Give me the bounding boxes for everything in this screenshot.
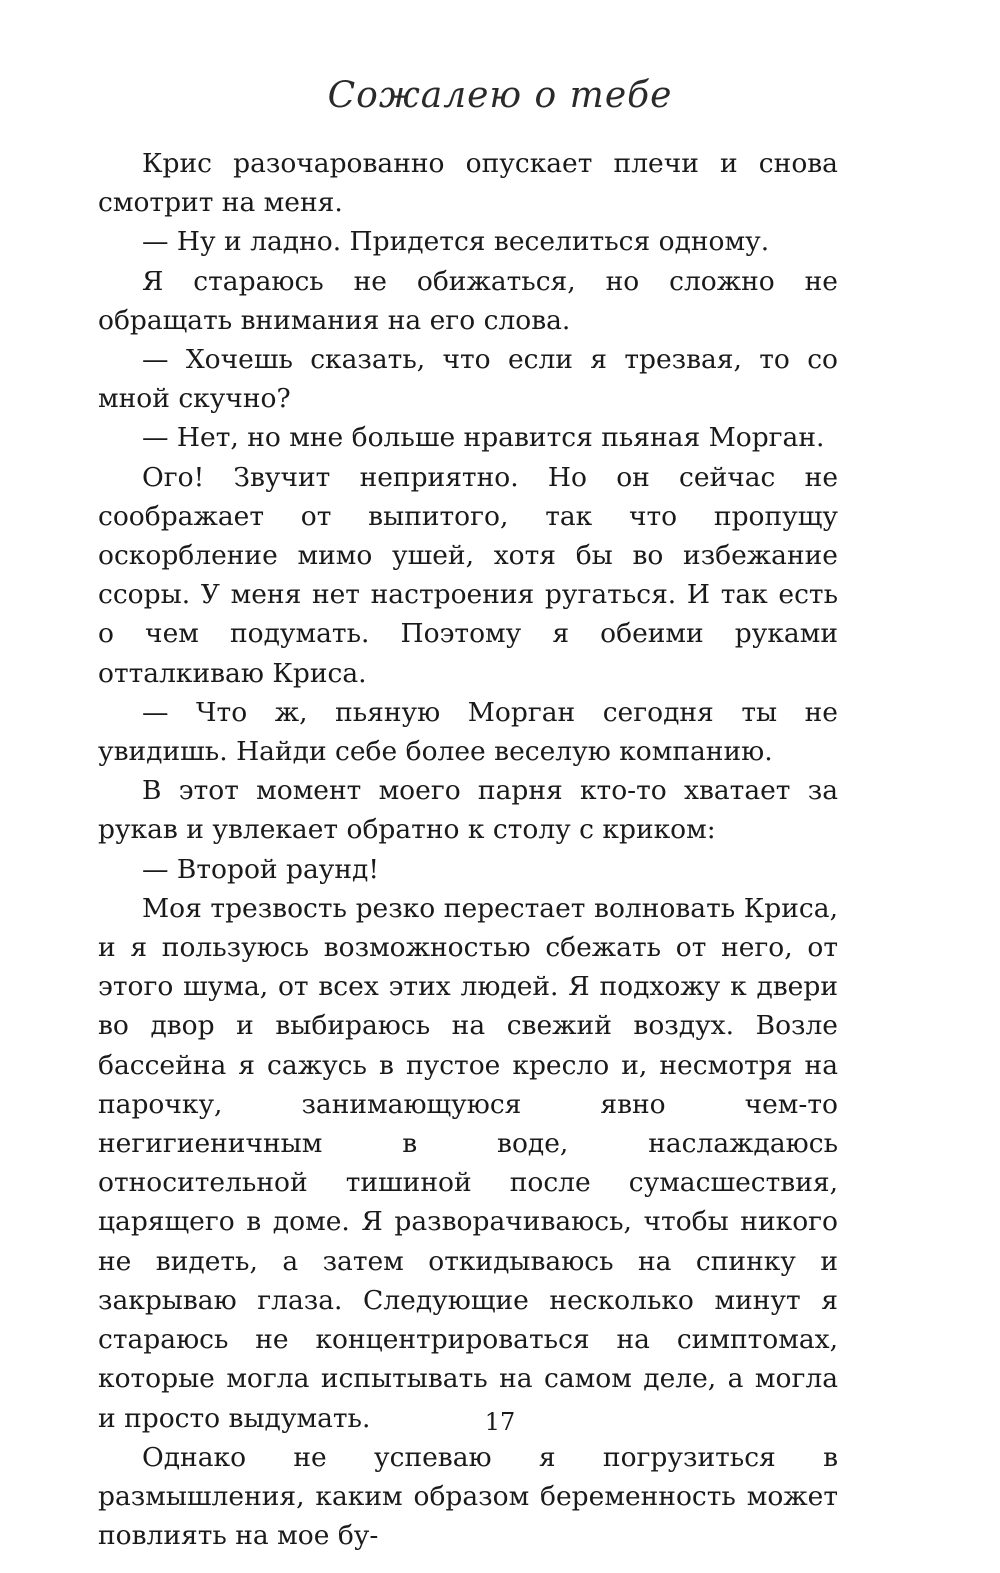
paragraph: Моя трезвость резко перестает волновать Криса, и я пользуюсь возможностью сбежать от него, от этого шума, от всех этих людей. Я подхожу к двери во двор и выбираюсь на свежий воздух. Возле бассейна я сажусь в пустое кресло и, несмотря на парочку, занимающуюся явно чем-то негигиеничным в воде, наслаждаюсь относительной тишиной после сумасшествия, царящего в доме. Я разворачиваюсь, чтобы никого не видеть, а затем откидываюсь на спинку и закрываю глаза. Следующие несколько минут я стараюсь не концентрироваться на симптомах, которые могла испытывать на самом деле, а могла и просто выдумать. (98, 892, 838, 1434)
paragraph: — Хочешь сказать, что если я трезвая, то со мной скучно? (98, 344, 838, 415)
body-text (98, 144, 838, 1555)
paragraph: Однако не успеваю я погрузиться в размышления, каким образом беременность может повлиять на мое бу- (98, 1441, 838, 1552)
page-number: 17 (484, 1408, 516, 1436)
paragraph: — Что ж, пьяную Морган сегодня ты не увидишь. Найди себе более веселую компанию. (98, 696, 838, 768)
paragraph: — Ну и ладно. Придется веселиться одному. (142, 226, 770, 258)
paragraph: Ого! Звучит неприятно. Но он сейчас не соображает от выпитого, так что пропущу оскорбление мимо ушей, хотя бы во избежание ссоры. У меня нет настроения ругаться. И так есть о чем подумать. Поэтому я обеими руками отталкиваю Криса. (98, 461, 838, 689)
paragraph: Крис разочарованно опускает плечи и снова смотрит на меня. (98, 148, 838, 219)
paragraph: — Нет, но мне больше нравится пьяная Морган. (142, 422, 825, 454)
paragraph: В этот момент моего парня кто-то хватает за рукав и увлекает обратно к столу с криком: (98, 775, 838, 846)
running-header: Сожалею о тебе (327, 75, 673, 116)
paragraph: Я стараюсь не обижаться, но сложно не обращать внимания на его слова. (98, 265, 838, 336)
paragraph: — Второй раунд! (142, 853, 379, 885)
